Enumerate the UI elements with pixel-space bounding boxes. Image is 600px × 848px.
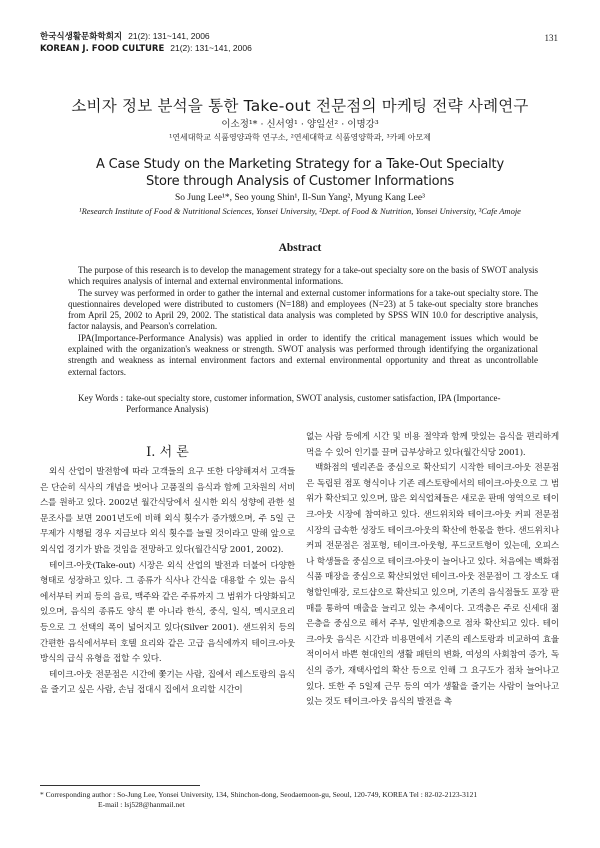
journal-volume-en: 21(2): 131~141, 2006	[170, 43, 252, 53]
body-paragraph: 테이크-아웃(Take-out) 시장은 외식 산업의 발전과 더불어 다양한 형태로 성장하고 있다. 그 종류가 식사나 간식을 대용할 수 있는 음식에서부터 커피 등의 음료, 맥주와 같은 주류까지 그 범위가 다양화되고 있으며, 음식의 종류도 양식 뿐 아니라 한식, 중식, 일식, 멕시코요리 등으로 그 선택의 폭이 넓어지고 있다(Silver 2001). 샌드위치 등의 간편한 음식에서부터 호텔 요리와 같은 고급 음식에까지 테이크-아웃 방식의 급식 유형을 접할 수 있다.	[40, 560, 295, 665]
footnote-line-author: * Corresponding author : So-Jung Lee, Yonsei University, 134, Shinchon-dong, Seodaemoon-gu, Seoul, 120-749, KOREA Tel : 82-02-2123-3121	[40, 790, 478, 799]
journal-name-ko: 한국식생활문화학회지	[40, 32, 123, 42]
body-column-right	[306, 430, 559, 711]
body-paragraph: 백화점의 델리존을 중심으로 확산되기 시작한 테이크-아웃 전문점은 독립된 점포 형식이나 기존 레스토랑에서의 테이크-아웃으로 그 범위가 확산되고 있으며, 많은 외식업체들은 새로운 판매 영역으로 테이크-아웃 시장에 참여하고 있다. 샌드위치와 테이크-아웃 커피 전문점 시장의 급속한 성장도 테이크-아웃의 확산에 한몫을 한다. 샌드위치나 커피 전문점은 점포형, 테이크-아웃형, 푸드코트형이 있는데, 오피스나 학생들을 중심으로 테이크-아웃이 늘어나고 있다. 처음에는 백화점 식품 매장을 중심으로 확산되었던 테이크-아웃 전문점이 그 장소도 대형할인매장, 로드샵으로 확산되고 있으며, 기존의 음식점들도 포장 판매를 통하여 매출을 늘리고 있는 추세이다. 고객층은 주로 신세대 젊은층을 중심으로 해서 주부, 일반계층으로 점차 확산되고 있다. 테이크-아웃 음식은 시간과 비용면에서 기존의 레스토랑과 비교하여 효율적이어서 바쁜 현대인의 생활 패턴의 변화, 여성의 사회참여 증가, 독신의 증가, 재택사업의 확산 등으로 인해 그 요구도가 점차 늘어나고 있다. 또한 주 5일제 근무 등의 여가 생활을 즐기는 사람이 늘어나고 있는 것도 테이크-아웃 음식의 발전을 촉	[306, 463, 559, 708]
authors-english: So Jung Lee¹*, Seo young Shin¹, Il-Sun Yang², Myung Kang Lee³	[175, 193, 425, 203]
abstract-body	[68, 265, 538, 378]
authors-korean: 이소정¹* · 신서영¹ · 양일선² · 이명강³	[221, 119, 379, 130]
abstract-paragraph: The purpose of this research is to develop the management strategy for a take-out specialty sore on the basis of SWOT analysis which requires analysis of internal and external environmental informations.	[68, 265, 538, 287]
footnote	[40, 790, 477, 810]
title-english-line1: A Case Study on the Marketing Strategy for a Take-Out Specialty	[96, 157, 504, 172]
body-paragraph: 없는 사람 등에게 시간 및 비용 절약과 함께 맛있는 음식을 편리하게 먹을 수 있어 인기를 끌며 급부상하고 있다(월간식당 2001).	[306, 432, 559, 458]
abstract-paragraph: IPA(Importance-Performance Analysis) was applied in order to identify the critical management issues which would be explained with the organization's weakness or strength. SWOT analysis was performed through identifying the organizational strength and weakness as internal environment factors and external environmental opportunity and threat as uncontrollable external factors.	[68, 332, 538, 377]
keywords-label: Key Words :	[78, 393, 124, 403]
journal-name-en: KOREAN J. FOOD CULTURE	[40, 44, 165, 54]
body-paragraph: 테이크-아웃 전문점은 시간에 쫓기는 사람, 집에서 레스토랑의 음식을 즐기고 싶은 사람, 손님 접대시 집에서 요리할 시간이	[40, 669, 295, 696]
body-column-left	[40, 465, 295, 699]
abstract-heading: Abstract	[278, 242, 322, 254]
body-paragraph: 외식 산업이 발전함에 따라 고객들의 요구 또한 다양해져서 고객들은 단순히 식사의 개념을 벗어나 고품질의 음식과 함께 고차원의 서비스를 원하고 있다. 2002년 월간식당에서 실시한 외식 성향에 관한 설문조사를 보면 2001년도에 비해 외식 횟수가 증가했으며, 주 5일 근무제가 시행될 경우 지금보다 외식 횟수를 늘릴 것이라고 말해 앞으로 외식업 경기가 밝을 것임을 전망하고 있다(월간식당 2001, 2002).	[40, 467, 295, 555]
title-english-line2: Store through Analysis of Customer Informations	[146, 174, 454, 189]
affiliations-korean: ¹연세대학교 식품영양과학 연구소, ²연세대학교 식품영양학과, ³카페 아모제	[169, 133, 431, 142]
footnote-divider	[40, 785, 200, 786]
title-english	[0, 156, 600, 190]
journal-header	[40, 31, 252, 55]
keywords-list: take-out specialty store, customer information, SWOT analysis, customer satisfaction, IPA (Importance-Performance Analysis)	[126, 393, 501, 415]
footnote-line-email: E-mail : lsj528@hanmail.net	[98, 800, 185, 809]
affiliations-english: ¹Research Institute of Food & Nutritional Sciences, Yonsei University, ²Dept. of Food & Nutrition, Yonsei University, ³Cafe Amoje	[79, 206, 521, 216]
title-korean: 소비자 정보 분석을 통한 Take-out 전문점의 마케팅 전략 사례연구	[71, 97, 529, 115]
journal-volume: 21(2): 131~141, 2006	[128, 31, 210, 41]
abstract-paragraph: The survey was performed in order to gather the internal and external customer informations for a take-out specialty store. The questionnaires developed were distributed to customers (N=188) and employees (N=23) at 5 take-out specialty store branches from April 25, 2002 to April 29, 2002. The statistical data analysis was completed by SPSS WIN 10.0 for descriptive analysis, factor nalaysis, and Pearson's correlation.	[68, 287, 538, 332]
section-heading-introduction: I. 서 론	[146, 445, 189, 460]
keywords	[78, 393, 538, 416]
page-number: 131	[544, 33, 558, 43]
